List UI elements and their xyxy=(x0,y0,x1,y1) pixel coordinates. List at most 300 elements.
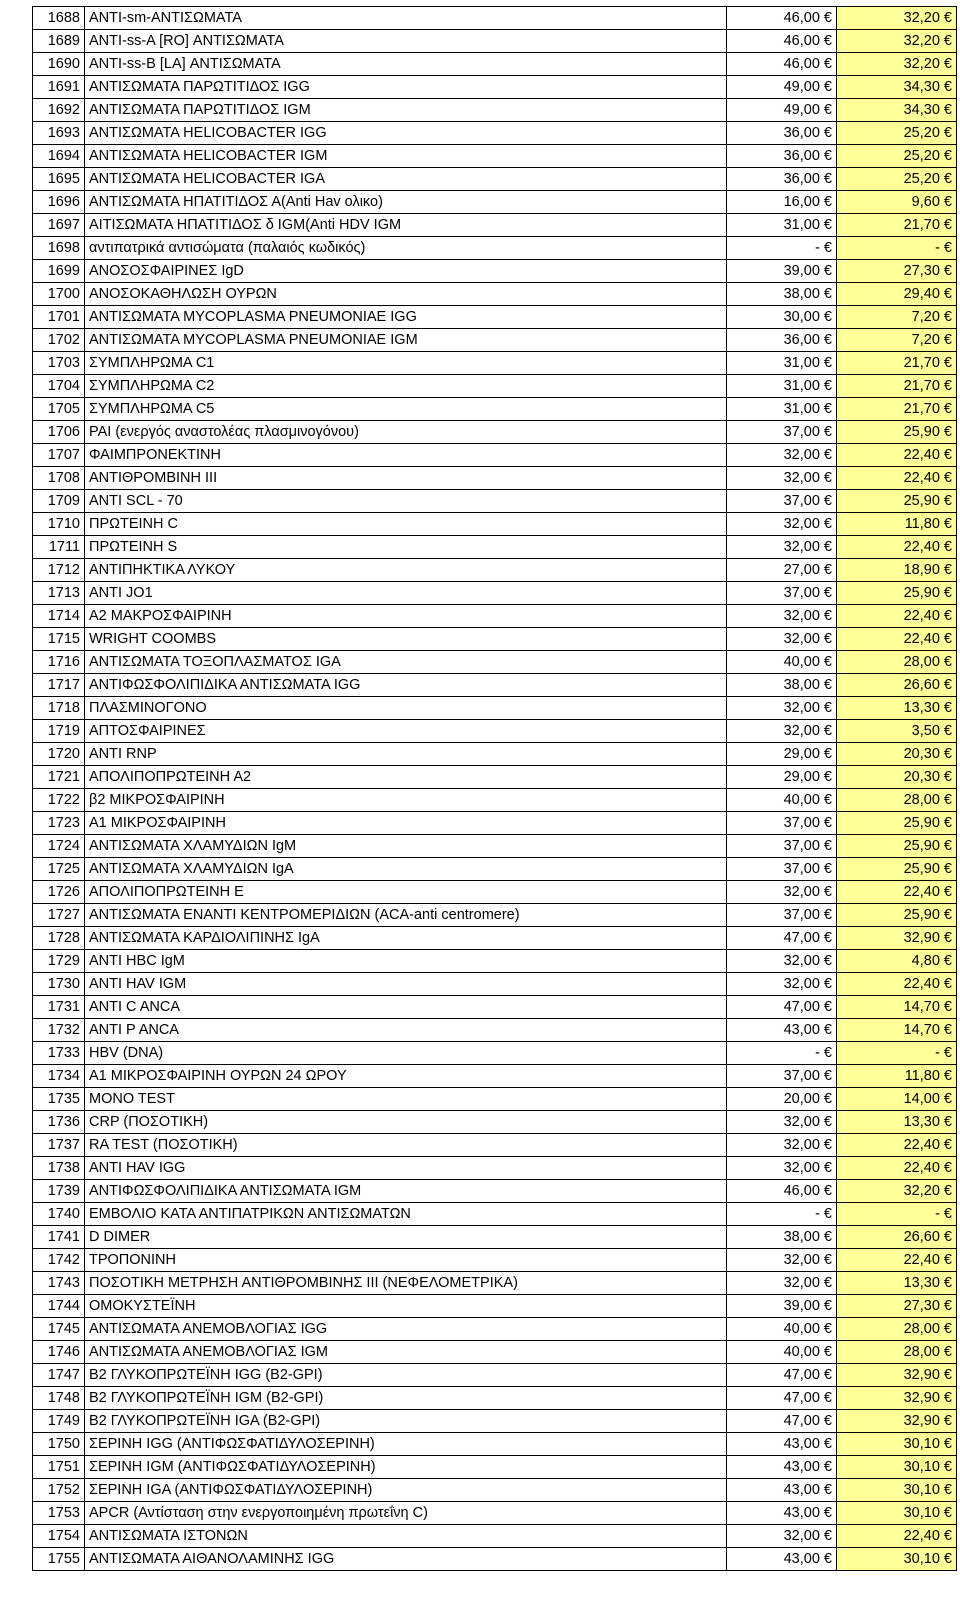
row-discount-price[interactable]: 25,90 € xyxy=(837,490,957,513)
row-code[interactable]: 1750 xyxy=(33,1433,85,1456)
row-discount-price[interactable]: 11,80 € xyxy=(837,513,957,536)
row-price[interactable]: 32,00 € xyxy=(727,467,837,490)
row-test-name[interactable]: D DIMER xyxy=(85,1226,727,1249)
row-price[interactable]: 36,00 € xyxy=(727,122,837,145)
table-row xyxy=(33,421,957,444)
row-test-name[interactable]: ΑΝΤΙΣΩΜΑΤΑ HELICOBACTER IGA xyxy=(85,168,727,191)
row-code[interactable]: 1719 xyxy=(33,720,85,743)
table-row xyxy=(33,536,957,559)
row-discount-price[interactable]: 25,90 € xyxy=(837,858,957,881)
row-code[interactable]: 1688 xyxy=(33,7,85,30)
row-test-name[interactable]: ΑΝΤΙΦΩΣΦΟΛΙΠΙΔΙΚΑ ΑΝΤΙΣΩΜΑΤΑ IGG xyxy=(85,674,727,697)
row-code[interactable]: 1737 xyxy=(33,1134,85,1157)
row-discount-price[interactable]: 13,30 € xyxy=(837,1272,957,1295)
row-price[interactable]: 37,00 € xyxy=(727,421,837,444)
row-code[interactable]: 1710 xyxy=(33,513,85,536)
row-code[interactable]: 1700 xyxy=(33,283,85,306)
table-row xyxy=(33,467,957,490)
row-test-name[interactable]: αντιπατρικά αντισώματα (παλαιός κωδικός) xyxy=(85,237,727,260)
row-discount-price[interactable]: - € xyxy=(837,1042,957,1065)
row-price[interactable]: 46,00 € xyxy=(727,1180,837,1203)
row-discount-price[interactable]: 28,00 € xyxy=(837,789,957,812)
row-discount-price[interactable]: 20,30 € xyxy=(837,743,957,766)
row-discount-price[interactable]: 22,40 € xyxy=(837,536,957,559)
row-test-name[interactable]: ΑΙΤΙΣΩΜΑΤΑ ΗΠΑΤΙΤΙΔΟΣ δ IGM(Anti HDV IGM xyxy=(85,214,727,237)
row-test-name[interactable]: ΑΝΤΙΣΩΜΑΤΑ HELICOBACTER IGM xyxy=(85,145,727,168)
row-code[interactable]: 1697 xyxy=(33,214,85,237)
row-price[interactable]: 16,00 € xyxy=(727,191,837,214)
row-test-name[interactable]: ΠΛΑΣΜΙΝΟΓΟΝΟ xyxy=(85,697,727,720)
row-price[interactable]: 36,00 € xyxy=(727,329,837,352)
row-price[interactable]: - € xyxy=(727,1203,837,1226)
row-price[interactable]: 40,00 € xyxy=(727,1341,837,1364)
row-discount-price[interactable]: 22,40 € xyxy=(837,973,957,996)
row-discount-price[interactable]: 28,00 € xyxy=(837,651,957,674)
row-test-name[interactable]: Α2 ΜΑΚΡΟΣΦΑΙΡΙΝΗ xyxy=(85,605,727,628)
row-discount-price[interactable]: 32,90 € xyxy=(837,1387,957,1410)
row-price[interactable]: 43,00 € xyxy=(727,1433,837,1456)
row-price[interactable]: 32,00 € xyxy=(727,513,837,536)
row-test-name[interactable]: ANTI RNP xyxy=(85,743,727,766)
row-price[interactable]: 20,00 € xyxy=(727,1088,837,1111)
row-discount-price[interactable]: 32,20 € xyxy=(837,30,957,53)
row-code[interactable]: 1692 xyxy=(33,99,85,122)
row-discount-price[interactable]: 30,10 € xyxy=(837,1502,957,1525)
row-test-name[interactable]: ΣΕΡΙΝΗ IGM (ΑΝΤΙΦΩΣΦΑΤΙΔΥΛΟΣΕΡΙΝΗ) xyxy=(85,1456,727,1479)
row-discount-price[interactable]: 25,90 € xyxy=(837,835,957,858)
row-code[interactable]: 1706 xyxy=(33,421,85,444)
row-test-name[interactable]: APCR (Αντίσταση στην ενεργοποιημένη πρωτεΐνη C) xyxy=(85,1502,727,1525)
row-discount-price[interactable]: 14,00 € xyxy=(837,1088,957,1111)
row-discount-price[interactable]: 30,10 € xyxy=(837,1433,957,1456)
row-code[interactable]: 1751 xyxy=(33,1456,85,1479)
row-price[interactable]: 32,00 € xyxy=(727,1134,837,1157)
row-price[interactable]: 37,00 € xyxy=(727,812,837,835)
row-price[interactable]: 39,00 € xyxy=(727,260,837,283)
row-test-name[interactable]: Β2 ΓΛΥΚΟΠΡΩΤΕΪΝΗ IGA (B2-GPI) xyxy=(85,1410,727,1433)
row-discount-price[interactable]: 25,20 € xyxy=(837,168,957,191)
row-price[interactable]: 32,00 € xyxy=(727,605,837,628)
row-discount-price[interactable]: 22,40 € xyxy=(837,1134,957,1157)
row-test-name[interactable]: ΑΠΟΛΙΠΟΠΡΩΤΕΙΝΗ Ε xyxy=(85,881,727,904)
row-price[interactable]: 37,00 € xyxy=(727,490,837,513)
row-test-name[interactable]: ANTI C ANCA xyxy=(85,996,727,1019)
row-test-name[interactable]: ΣΕΡΙΝΗ IGA (ΑΝΤΙΦΩΣΦΑΤΙΔΥΛΟΣΕΡΙΝΗ) xyxy=(85,1479,727,1502)
row-discount-price[interactable]: 22,40 € xyxy=(837,444,957,467)
row-code[interactable]: 1698 xyxy=(33,237,85,260)
row-test-name[interactable]: ΑΝΟΣΟΚΑΘΗΛΩΣΗ ΟΥΡΩΝ xyxy=(85,283,727,306)
row-discount-price[interactable]: 27,30 € xyxy=(837,1295,957,1318)
row-price[interactable]: 32,00 € xyxy=(727,1111,837,1134)
table-row xyxy=(33,306,957,329)
row-code[interactable]: 1693 xyxy=(33,122,85,145)
row-price[interactable]: 32,00 € xyxy=(727,1249,837,1272)
row-price[interactable]: 29,00 € xyxy=(727,766,837,789)
table-row xyxy=(33,1318,957,1341)
row-discount-price[interactable]: - € xyxy=(837,237,957,260)
row-test-name[interactable]: ΑΝΟΣΟΣΦΑΙΡΙΝΕΣ IgD xyxy=(85,260,727,283)
price-table xyxy=(32,6,957,1571)
table-row xyxy=(33,283,957,306)
row-price[interactable]: 47,00 € xyxy=(727,1364,837,1387)
row-test-name[interactable]: ΑΝΤΙΣΩΜΑΤΑ ΠΑΡΩΤΙΤΙΔΟΣ IGG xyxy=(85,76,727,99)
row-code[interactable]: 1728 xyxy=(33,927,85,950)
row-price[interactable]: 31,00 € xyxy=(727,398,837,421)
row-test-name[interactable]: Β2 ΓΛΥΚΟΠΡΩΤΕΪΝΗ IGM (B2-GPI) xyxy=(85,1387,727,1410)
row-code[interactable]: 1754 xyxy=(33,1525,85,1548)
row-discount-price[interactable]: 11,80 € xyxy=(837,1065,957,1088)
row-code[interactable]: 1699 xyxy=(33,260,85,283)
row-test-name[interactable]: ANTI-ss-B [LA] ΑΝΤΙΣΩΜΑΤΑ xyxy=(85,53,727,76)
row-price[interactable]: 32,00 € xyxy=(727,720,837,743)
row-price[interactable]: 46,00 € xyxy=(727,30,837,53)
row-test-name[interactable]: Α1 ΜΙΚΡΟΣΦΑΙΡΙΝΗ xyxy=(85,812,727,835)
row-code[interactable]: 1725 xyxy=(33,858,85,881)
row-test-name[interactable]: CRP (ΠΟΣΟΤΙΚΗ) xyxy=(85,1111,727,1134)
row-code[interactable]: 1715 xyxy=(33,628,85,651)
row-test-name[interactable]: ΑΝΤΙΦΩΣΦΟΛΙΠΙΔΙΚΑ ΑΝΤΙΣΩΜΑΤΑ IGM xyxy=(85,1180,727,1203)
table-row xyxy=(33,260,957,283)
row-code[interactable]: 1704 xyxy=(33,375,85,398)
row-code[interactable]: 1705 xyxy=(33,398,85,421)
row-test-name[interactable]: ΣΥΜΠΛΗΡΩΜΑ C2 xyxy=(85,375,727,398)
row-code[interactable]: 1742 xyxy=(33,1249,85,1272)
row-test-name[interactable]: ΣΕΡΙΝΗ IGG (ΑΝΤΙΦΩΣΦΑΤΙΔΥΛΟΣΕΡΙΝΗ) xyxy=(85,1433,727,1456)
row-discount-price[interactable]: 22,40 € xyxy=(837,1157,957,1180)
row-price[interactable]: 31,00 € xyxy=(727,375,837,398)
row-test-name[interactable]: PAI (ενεργός αναστολέας πλασμινογόνου) xyxy=(85,421,727,444)
row-discount-price[interactable]: 25,90 € xyxy=(837,812,957,835)
row-discount-price[interactable]: 25,90 € xyxy=(837,421,957,444)
row-code[interactable]: 1730 xyxy=(33,973,85,996)
row-code[interactable]: 1714 xyxy=(33,605,85,628)
row-test-name[interactable]: ΣΥΜΠΛΗΡΩΜΑ C5 xyxy=(85,398,727,421)
row-test-name[interactable]: ΠΟΣΟΤΙΚΗ ΜΕΤΡΗΣΗ ΑΝΤΙΘΡΟΜΒΙΝΗΣ ΙΙΙ (ΝΕΦΕΛΟΜΕΤΡΙΚΑ) xyxy=(85,1272,727,1295)
row-discount-price[interactable]: 25,90 € xyxy=(837,582,957,605)
table-row xyxy=(33,1226,957,1249)
row-discount-price[interactable]: 4,80 € xyxy=(837,950,957,973)
row-discount-price[interactable]: 22,40 € xyxy=(837,881,957,904)
row-test-name[interactable]: β2 ΜΙΚΡΟΣΦΑΙΡΙΝΗ xyxy=(85,789,727,812)
row-test-name[interactable]: ΠΡΩΤΕΙΝΗ S xyxy=(85,536,727,559)
row-price[interactable]: 32,00 € xyxy=(727,1525,837,1548)
row-test-name[interactable]: Β2 ΓΛΥΚΟΠΡΩΤΕΪΝΗ IGG (B2-GPI) xyxy=(85,1364,727,1387)
row-discount-price[interactable]: 21,70 € xyxy=(837,352,957,375)
row-code[interactable]: 1735 xyxy=(33,1088,85,1111)
row-test-name[interactable]: ΑΠΤΟΣΦΑΙΡΙΝΕΣ xyxy=(85,720,727,743)
row-test-name[interactable]: ΑΝΤΙΣΩΜΑΤΑ MYCOPLASMA PNEUMONIAE IGM xyxy=(85,329,727,352)
row-discount-price[interactable]: 13,30 € xyxy=(837,697,957,720)
row-discount-price[interactable]: 21,70 € xyxy=(837,398,957,421)
row-code[interactable]: 1696 xyxy=(33,191,85,214)
row-code[interactable]: 1740 xyxy=(33,1203,85,1226)
row-discount-price[interactable]: 14,70 € xyxy=(837,996,957,1019)
table-row xyxy=(33,398,957,421)
table-row xyxy=(33,1456,957,1479)
row-price[interactable]: 46,00 € xyxy=(727,7,837,30)
row-code[interactable]: 1738 xyxy=(33,1157,85,1180)
row-test-name[interactable]: ΑΝΤΙΣΩΜΑΤΑ ΤΟΞΟΠΛΑΣΜΑΤΟΣ IGA xyxy=(85,651,727,674)
row-code[interactable]: 1741 xyxy=(33,1226,85,1249)
row-discount-price[interactable]: 30,10 € xyxy=(837,1456,957,1479)
row-code[interactable]: 1713 xyxy=(33,582,85,605)
row-discount-price[interactable]: 27,30 € xyxy=(837,260,957,283)
row-discount-price[interactable]: 7,20 € xyxy=(837,329,957,352)
row-test-name[interactable]: ΑΝΤΙΣΩΜΑΤΑ ΧΛΑΜΥΔΙΩΝ IgM xyxy=(85,835,727,858)
row-price[interactable]: 47,00 € xyxy=(727,1410,837,1433)
row-test-name[interactable]: RA TEST (ΠΟΣΟΤΙΚΗ) xyxy=(85,1134,727,1157)
row-price[interactable]: 29,00 € xyxy=(727,743,837,766)
row-test-name[interactable]: ΑΝΤΙΠΗΚΤΙΚΑ ΛΥΚΟΥ xyxy=(85,559,727,582)
row-price[interactable]: 32,00 € xyxy=(727,444,837,467)
row-test-name[interactable]: ΑΝΤΙΣΩΜΑΤΑ ΧΛΑΜΥΔΙΩΝ IgA xyxy=(85,858,727,881)
row-price[interactable]: 32,00 € xyxy=(727,950,837,973)
row-price[interactable]: 31,00 € xyxy=(727,352,837,375)
row-discount-price[interactable]: 34,30 € xyxy=(837,76,957,99)
row-test-name[interactable]: ANTI HAV IGM xyxy=(85,973,727,996)
row-test-name[interactable]: ΑΝΤΙΣΩΜΑΤΑ ΚΑΡΔΙΟΛΙΠΙΝΗΣ IgA xyxy=(85,927,727,950)
row-price[interactable]: 32,00 € xyxy=(727,1272,837,1295)
row-price[interactable]: 47,00 € xyxy=(727,927,837,950)
row-code[interactable]: 1745 xyxy=(33,1318,85,1341)
row-price[interactable]: 43,00 € xyxy=(727,1502,837,1525)
row-discount-price[interactable]: 7,20 € xyxy=(837,306,957,329)
row-discount-price[interactable]: 22,40 € xyxy=(837,628,957,651)
row-test-name[interactable]: ΑΝΤΙΣΩΜΑΤΑ ΠΑΡΩΤΙΤΙΔΟΣ IGM xyxy=(85,99,727,122)
row-price[interactable]: 43,00 € xyxy=(727,1479,837,1502)
row-price[interactable]: 46,00 € xyxy=(727,53,837,76)
row-code[interactable]: 1722 xyxy=(33,789,85,812)
row-price[interactable]: 32,00 € xyxy=(727,628,837,651)
row-code[interactable]: 1747 xyxy=(33,1364,85,1387)
table-row xyxy=(33,352,957,375)
row-code[interactable]: 1711 xyxy=(33,536,85,559)
table-row xyxy=(33,1341,957,1364)
row-price[interactable]: 32,00 € xyxy=(727,881,837,904)
row-code[interactable]: 1707 xyxy=(33,444,85,467)
table-row xyxy=(33,812,957,835)
row-discount-price[interactable]: 32,20 € xyxy=(837,1180,957,1203)
row-test-name[interactable]: ANTI P ANCA xyxy=(85,1019,727,1042)
row-discount-price[interactable]: 30,10 € xyxy=(837,1479,957,1502)
row-discount-price[interactable]: 9,60 € xyxy=(837,191,957,214)
table-row xyxy=(33,1180,957,1203)
row-code[interactable]: 1724 xyxy=(33,835,85,858)
row-code[interactable]: 1701 xyxy=(33,306,85,329)
row-code[interactable]: 1755 xyxy=(33,1548,85,1571)
row-discount-price[interactable]: 20,30 € xyxy=(837,766,957,789)
row-code[interactable]: 1709 xyxy=(33,490,85,513)
row-code[interactable]: 1691 xyxy=(33,76,85,99)
row-code[interactable]: 1743 xyxy=(33,1272,85,1295)
row-price[interactable]: 36,00 € xyxy=(727,145,837,168)
row-code[interactable]: 1732 xyxy=(33,1019,85,1042)
row-discount-price[interactable]: 32,90 € xyxy=(837,1410,957,1433)
row-price[interactable]: 40,00 € xyxy=(727,789,837,812)
row-discount-price[interactable]: 21,70 € xyxy=(837,214,957,237)
row-discount-price[interactable]: 32,90 € xyxy=(837,1364,957,1387)
row-price[interactable]: 47,00 € xyxy=(727,1387,837,1410)
row-discount-price[interactable]: 22,40 € xyxy=(837,1525,957,1548)
row-discount-price[interactable]: 25,20 € xyxy=(837,122,957,145)
row-price[interactable]: - € xyxy=(727,237,837,260)
row-price[interactable]: 36,00 € xyxy=(727,168,837,191)
row-price[interactable]: 43,00 € xyxy=(727,1548,837,1571)
row-test-name[interactable]: ANTI HAV IGG xyxy=(85,1157,727,1180)
row-test-name[interactable]: Α1 ΜΙΚΡΟΣΦΑΙΡΙΝΗ ΟΥΡΩΝ 24 ΩΡΟΥ xyxy=(85,1065,727,1088)
row-price[interactable]: 31,00 € xyxy=(727,214,837,237)
row-test-name[interactable]: ANTI JO1 xyxy=(85,582,727,605)
row-price[interactable]: - € xyxy=(727,1042,837,1065)
row-price[interactable]: 32,00 € xyxy=(727,697,837,720)
row-discount-price[interactable]: 34,30 € xyxy=(837,99,957,122)
row-code[interactable]: 1727 xyxy=(33,904,85,927)
row-test-name[interactable]: HBV (DNA) xyxy=(85,1042,727,1065)
row-code[interactable]: 1723 xyxy=(33,812,85,835)
row-price[interactable]: 37,00 € xyxy=(727,904,837,927)
row-test-name[interactable]: ANTI HBC IgM xyxy=(85,950,727,973)
table-row xyxy=(33,1019,957,1042)
row-code[interactable]: 1736 xyxy=(33,1111,85,1134)
row-test-name[interactable]: ΑΝΤΙΣΩΜΑΤΑ ΑΝΕΜΟΒΛΟΓΙΑΣ IGG xyxy=(85,1318,727,1341)
row-discount-price[interactable]: 32,20 € xyxy=(837,53,957,76)
table-row xyxy=(33,1088,957,1111)
row-code[interactable]: 1703 xyxy=(33,352,85,375)
row-test-name[interactable]: MONO TEST xyxy=(85,1088,727,1111)
table-row xyxy=(33,191,957,214)
row-code[interactable]: 1720 xyxy=(33,743,85,766)
row-test-name[interactable]: ΑΠΟΛΙΠΟΠΡΩΤΕΙΝΗ Α2 xyxy=(85,766,727,789)
table-row xyxy=(33,1134,957,1157)
row-code[interactable]: 1746 xyxy=(33,1341,85,1364)
row-code[interactable]: 1694 xyxy=(33,145,85,168)
row-code[interactable]: 1726 xyxy=(33,881,85,904)
row-test-name[interactable]: ΦΑΙΜΠΡΟΝΕΚΤΙΝΗ xyxy=(85,444,727,467)
row-test-name[interactable]: ΟΜΟΚΥΣΤΕΪΝΗ xyxy=(85,1295,727,1318)
row-discount-price[interactable]: 30,10 € xyxy=(837,1548,957,1571)
row-code[interactable]: 1753 xyxy=(33,1502,85,1525)
row-code[interactable]: 1721 xyxy=(33,766,85,789)
row-price[interactable]: 39,00 € xyxy=(727,1295,837,1318)
row-test-name[interactable]: WRIGHT COOMBS xyxy=(85,628,727,651)
row-code[interactable]: 1708 xyxy=(33,467,85,490)
row-code[interactable]: 1690 xyxy=(33,53,85,76)
row-code[interactable]: 1734 xyxy=(33,1065,85,1088)
row-price[interactable]: 30,00 € xyxy=(727,306,837,329)
row-code[interactable]: 1749 xyxy=(33,1410,85,1433)
row-code[interactable]: 1717 xyxy=(33,674,85,697)
row-discount-price[interactable]: 28,00 € xyxy=(837,1318,957,1341)
row-price[interactable]: 32,00 € xyxy=(727,1157,837,1180)
table-row xyxy=(33,1272,957,1295)
table-row xyxy=(33,168,957,191)
table-row xyxy=(33,1387,957,1410)
row-price[interactable]: 40,00 € xyxy=(727,1318,837,1341)
row-price[interactable]: 43,00 € xyxy=(727,1456,837,1479)
row-code[interactable]: 1695 xyxy=(33,168,85,191)
row-code[interactable]: 1729 xyxy=(33,950,85,973)
table-row xyxy=(33,605,957,628)
row-price[interactable]: 32,00 € xyxy=(727,536,837,559)
table-row xyxy=(33,973,957,996)
row-price[interactable]: 37,00 € xyxy=(727,858,837,881)
table-row xyxy=(33,766,957,789)
row-test-name[interactable]: ΕΜΒΟΛΙΟ ΚΑΤΑ ΑΝΤΙΠΑΤΡΙΚΩΝ ΑΝΤΙΣΩΜΑΤΩΝ xyxy=(85,1203,727,1226)
row-discount-price[interactable]: 29,40 € xyxy=(837,283,957,306)
row-price[interactable]: 27,00 € xyxy=(727,559,837,582)
row-discount-price[interactable]: 22,40 € xyxy=(837,605,957,628)
row-price[interactable]: 47,00 € xyxy=(727,996,837,1019)
row-price[interactable]: 38,00 € xyxy=(727,283,837,306)
row-discount-price[interactable]: 22,40 € xyxy=(837,467,957,490)
row-discount-price[interactable]: 25,20 € xyxy=(837,145,957,168)
row-test-name[interactable]: ΤΡΟΠΟΝΙΝΗ xyxy=(85,1249,727,1272)
row-discount-price[interactable]: - € xyxy=(837,1203,957,1226)
row-price[interactable]: 40,00 € xyxy=(727,651,837,674)
row-test-name[interactable]: ANTI SCL - 70 xyxy=(85,490,727,513)
row-test-name[interactable]: ΑΝΤΙΣΩΜΑΤΑ ΗΠΑΤΙΤΙΔΟΣ Α(Anti Hav ολικο) xyxy=(85,191,727,214)
table-row xyxy=(33,237,957,260)
row-discount-price[interactable]: 21,70 € xyxy=(837,375,957,398)
row-price[interactable]: 37,00 € xyxy=(727,1065,837,1088)
row-discount-price[interactable]: 28,00 € xyxy=(837,1341,957,1364)
row-discount-price[interactable]: 32,90 € xyxy=(837,927,957,950)
row-code[interactable]: 1716 xyxy=(33,651,85,674)
row-price[interactable]: 38,00 € xyxy=(727,1226,837,1249)
row-price[interactable]: 43,00 € xyxy=(727,1019,837,1042)
table-row xyxy=(33,99,957,122)
row-discount-price[interactable]: 14,70 € xyxy=(837,1019,957,1042)
row-code[interactable]: 1689 xyxy=(33,30,85,53)
row-price[interactable]: 32,00 € xyxy=(727,973,837,996)
row-test-name[interactable]: ΠΡΩΤΕΙΝΗ C xyxy=(85,513,727,536)
row-discount-price[interactable]: 26,60 € xyxy=(837,1226,957,1249)
row-test-name[interactable]: ΑΝΤΙΣΩΜΑΤΑ MYCOPLASMA PNEUMONIAE IGG xyxy=(85,306,727,329)
row-code[interactable]: 1712 xyxy=(33,559,85,582)
row-test-name[interactable]: ΑΝΤΙΣΩΜΑΤΑ ΙΣΤΟΝΩΝ xyxy=(85,1525,727,1548)
row-discount-price[interactable]: 32,20 € xyxy=(837,7,957,30)
row-discount-price[interactable]: 18,90 € xyxy=(837,559,957,582)
row-test-name[interactable]: ΑΝΤΙΣΩΜΑΤΑ HELICOBACTER IGG xyxy=(85,122,727,145)
row-test-name[interactable]: ANTI-sm-ΑΝΤΙΣΩΜΑΤΑ xyxy=(85,7,727,30)
table-row xyxy=(33,697,957,720)
row-price[interactable]: 49,00 € xyxy=(727,76,837,99)
row-test-name[interactable]: ΑΝΤΙΘΡΟΜΒΙΝΗ ΙΙΙ xyxy=(85,467,727,490)
row-code[interactable]: 1748 xyxy=(33,1387,85,1410)
row-price[interactable]: 37,00 € xyxy=(727,835,837,858)
row-test-name[interactable]: ΑΝΤΙΣΩΜΑΤΑ ΑΝΕΜΟΒΛΟΓΙΑΣ IGM xyxy=(85,1341,727,1364)
row-price[interactable]: 49,00 € xyxy=(727,99,837,122)
row-code[interactable]: 1733 xyxy=(33,1042,85,1065)
row-discount-price[interactable]: 22,40 € xyxy=(837,1249,957,1272)
row-code[interactable]: 1718 xyxy=(33,697,85,720)
row-code[interactable]: 1744 xyxy=(33,1295,85,1318)
row-test-name[interactable]: ΑΝΤΙΣΩΜΑΤΑ ΕΝΑΝΤΙ ΚΕΝΤΡΟΜΕΡΙΔΙΩΝ (ACA-anti centromere) xyxy=(85,904,727,927)
row-test-name[interactable]: ANTI-ss-A [RO] ΑΝΤΙΣΩΜΑΤΑ xyxy=(85,30,727,53)
row-discount-price[interactable]: 13,30 € xyxy=(837,1111,957,1134)
row-code[interactable]: 1739 xyxy=(33,1180,85,1203)
row-discount-price[interactable]: 26,60 € xyxy=(837,674,957,697)
row-code[interactable]: 1752 xyxy=(33,1479,85,1502)
row-price[interactable]: 37,00 € xyxy=(727,582,837,605)
row-discount-price[interactable]: 25,90 € xyxy=(837,904,957,927)
row-discount-price[interactable]: 3,50 € xyxy=(837,720,957,743)
row-test-name[interactable]: ΑΝΤΙΣΩΜΑΤΑ ΑΙΘΑΝΟΛΑΜΙΝΗΣ IGG xyxy=(85,1548,727,1571)
row-code[interactable]: 1731 xyxy=(33,996,85,1019)
row-price[interactable]: 38,00 € xyxy=(727,674,837,697)
row-test-name[interactable]: ΣΥΜΠΛΗΡΩΜΑ C1 xyxy=(85,352,727,375)
row-code[interactable]: 1702 xyxy=(33,329,85,352)
